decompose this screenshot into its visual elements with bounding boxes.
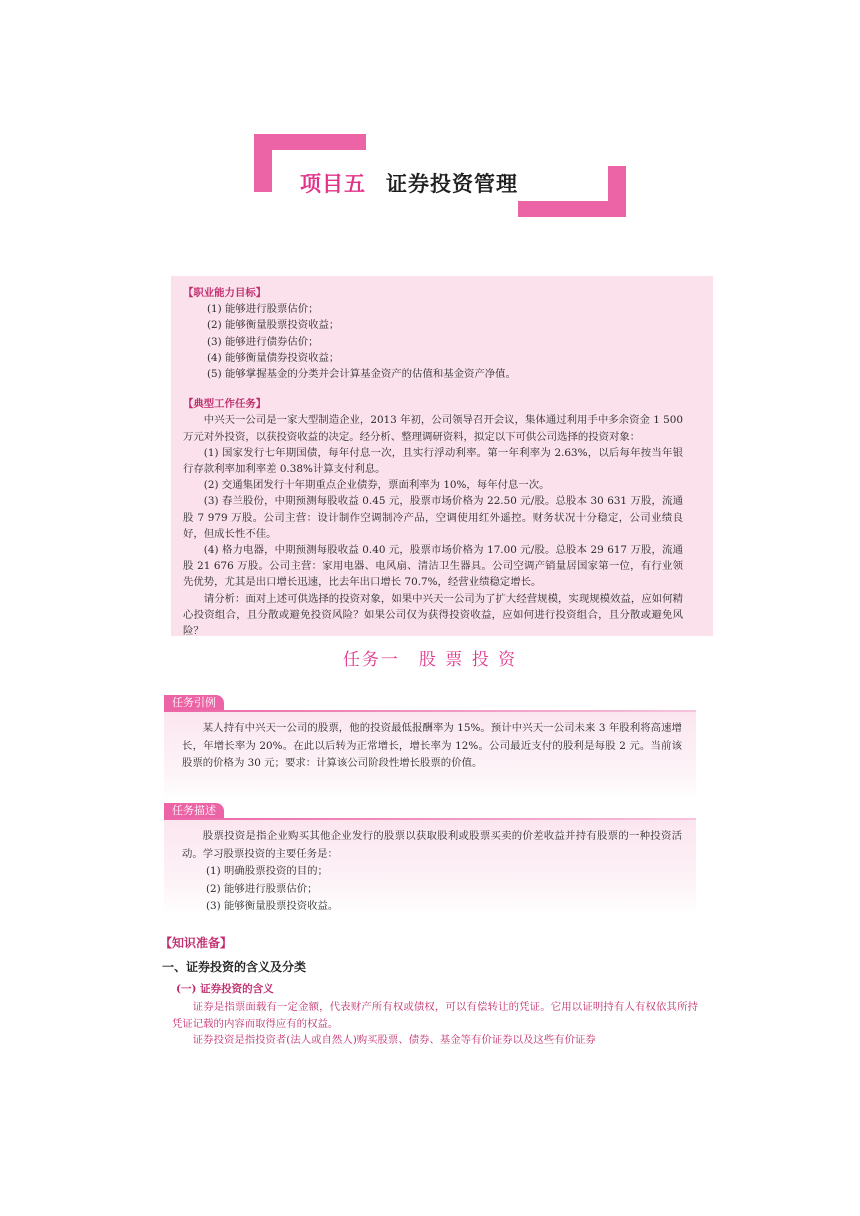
objective-item: (5) 能够掌握基金的分类并会计算基金资产的估值和基金资产净值。 (207, 368, 516, 381)
case-label: 任务引例 (164, 695, 224, 711)
subsection-heading: (一) 证券投资的含义 (176, 983, 274, 995)
description-panel (164, 820, 696, 914)
typical-task-heading: 【典型工作任务】 (183, 398, 267, 411)
knowledge-label: 【知识准备】 (160, 936, 233, 950)
intro-box (171, 276, 713, 636)
description-item: (3) 能够衡量股票投资收益。 (206, 900, 339, 912)
investment-option-3: (3) 春兰股份，中期预测每股收益 0.45 元，股票市场价格为 22.50 元/股。总股本 30 631 万股，流通股 7 979 万股。公司主营：设计制作空调制冷产品，空调使用红外遥控。财务状况十分稳定，公司业绩良好，但成长性不佳。 (183, 495, 683, 540)
section-heading: 一、证券投资的含义及分类 (162, 960, 307, 974)
objectives-heading: 【职业能力目标】 (183, 287, 267, 299)
typical-task-question: 请分析：面对上述可供选择的投资对象，如果中兴天一公司为了扩大经营规模，实现规模效益，应如何精心投资组合，且分散或避免投资风险？如果公司仅为获得投资收益，应如何进行投资组合，且分散或避免风险？ (183, 592, 683, 638)
investment-option-1: (1) 国家发行七年期国债，每年付息一次，且实行浮动利率。第一年利率为 2.63%，以后每年按当年银行存款利率加利率差 0.38%计算支付利息。 (183, 446, 683, 476)
task-title: 任务一 股 票 投 资 (342, 650, 518, 670)
knowledge-body (172, 999, 698, 1049)
typical-task-intro: 中兴天一公司是一家大型制造企业，2013 年初，公司领导召开会议，集体通过利用手中多余资金 1 500 万元对外投资，以获投资收益的决定。经分析、整理调研资料，拟定以下可供公司选择的投资对象： (183, 414, 683, 443)
case-text: 某人持有中兴天一公司的股票，他的投资最低报酬率为 15%。预计中兴天一公司未来 3 年股利将高速增长，年增长率为 20%。在此以后转为正常增长，增长率为 12%。公司最近支付的股利是每股 2 元。当前该股票的价格为 30 元；要求：计算该公司阶段性增长股票的价值。 (182, 722, 682, 769)
project-number: 项目五 (300, 171, 366, 196)
description-item: (1) 明确股票投资的目的； (206, 865, 328, 877)
investment-option-2: (2) 交通集团发行十年期重点企业债券，票面利率为 10%，每年付息一次。 (203, 479, 550, 492)
description-label: 任务描述 (164, 803, 224, 819)
title-bracket-bottom-right-vertical (608, 166, 626, 217)
description-item: (2) 能够进行股票估价； (206, 882, 318, 895)
investment-option-4: (4) 格力电器，中期预测每股收益 0.40 元，股票市场价格为 17.00 元/股。总股本 29 617 万股，流通股 21 676 万股。公司主营：家用电器、电风扇、清洁卫生器具。公司空调产销量居国家第一位，有行业领先优势，尤其是出口增长迅速，比去年出口增长 70.7%，经营业绩稳定增长。 (183, 544, 683, 589)
knowledge-paragraph: 证券投资是指投资者(法人或自然人)购买股票、债券、基金等有价证券以及这些有价证券 (192, 1034, 596, 1046)
objectives-list (183, 301, 683, 382)
page-title (300, 168, 518, 200)
objective-item: (4) 能够衡量债券投资收益； (207, 351, 340, 364)
project-name: 证券投资管理 (386, 171, 518, 196)
description-text: 股票投资是指企业购买其他企业发行的股票以获取股利或股票买卖的价差收益并持有股票的一种投资活动。学习股票投资的主要任务是： (182, 830, 682, 860)
objective-item: (2) 能够衡量股票投资收益； (207, 319, 340, 332)
case-panel (164, 712, 696, 800)
objective-item: (1) 能够进行股票估价； (207, 303, 319, 316)
knowledge-paragraph: 证券是指票面载有一定金额，代表财产所有权或债权，可以有偿转让的凭证。它用以证明持有人有权依其所持凭证记载的内容而取得应有的权益。 (172, 1001, 698, 1030)
title-bracket-top-left-vertical (254, 134, 272, 192)
objective-item: (3) 能够进行债券估价； (207, 335, 319, 348)
